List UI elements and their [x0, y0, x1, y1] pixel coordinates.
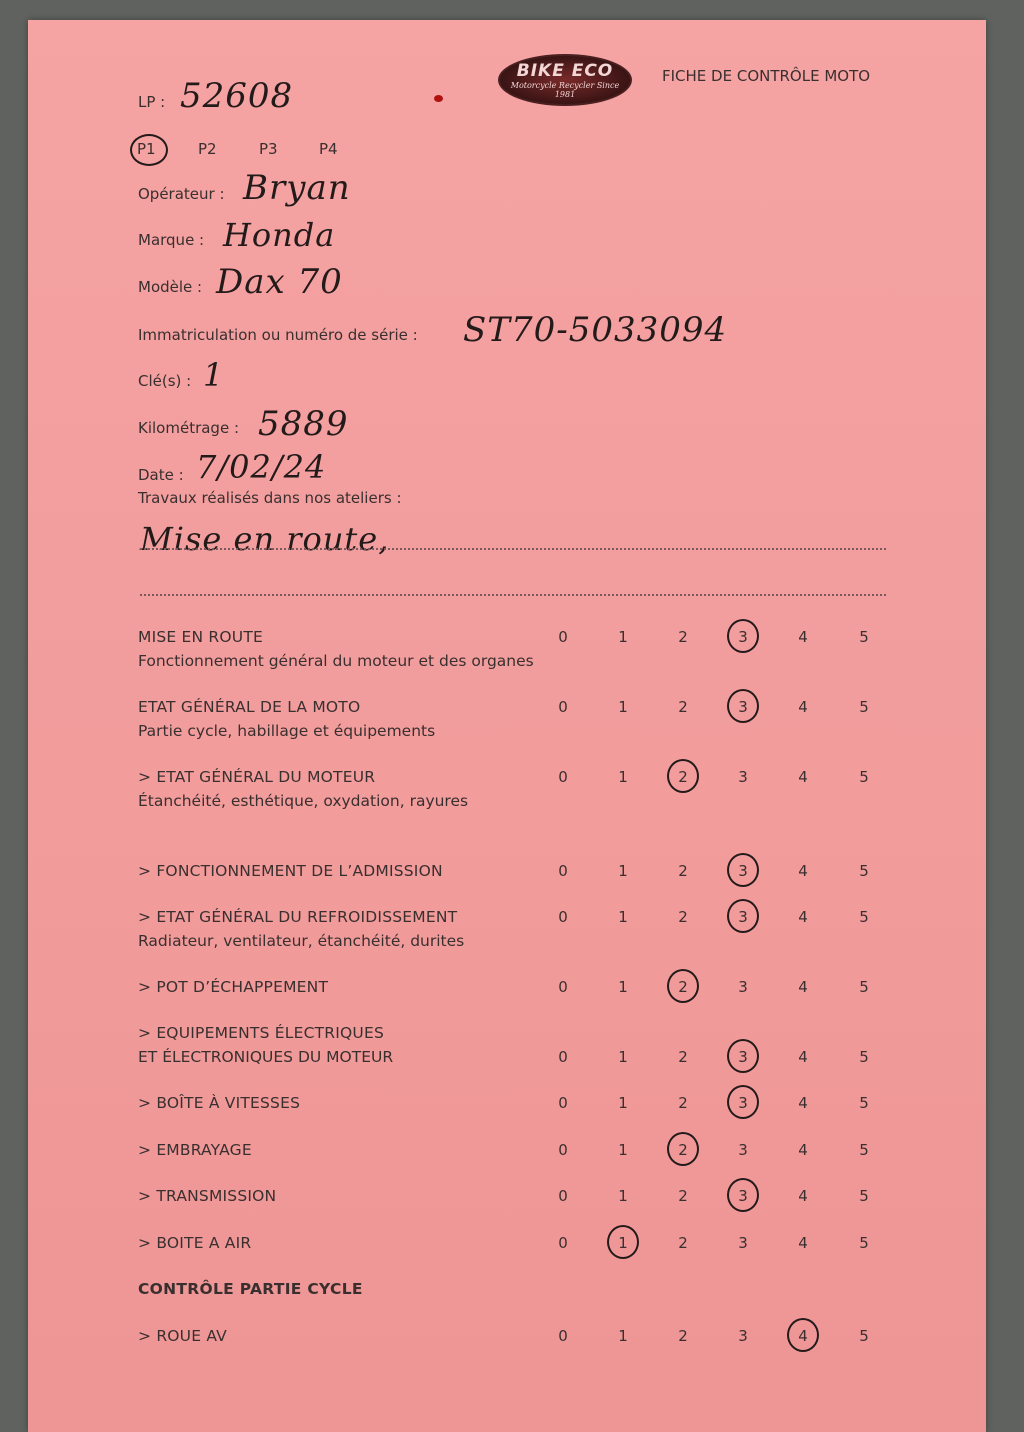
- score-option-0[interactable]: 0: [558, 698, 568, 716]
- score-option-3[interactable]: 3: [738, 628, 748, 646]
- date-value[interactable]: 7/02/24: [196, 448, 327, 486]
- score-option-5[interactable]: 5: [859, 1187, 869, 1205]
- score-option-2[interactable]: 2: [678, 908, 688, 926]
- criterion-title: > EQUIPEMENTS ÉLECTRIQUES: [138, 1024, 384, 1042]
- score-option-3[interactable]: 3: [738, 908, 748, 926]
- score-selected-circle: [667, 759, 699, 793]
- criterion-title: > TRANSMISSION: [138, 1187, 277, 1205]
- score-option-3[interactable]: 3: [738, 1048, 748, 1066]
- score-option-2[interactable]: 2: [678, 698, 688, 716]
- score-option-4[interactable]: 4: [798, 698, 808, 716]
- score-option-3[interactable]: 3: [738, 1187, 748, 1205]
- score-option-3[interactable]: 3: [738, 768, 748, 786]
- criterion-title: > ETAT GÉNÉRAL DU REFROIDISSEMENT: [138, 908, 458, 926]
- criterion-subtitle: Radiateur, ventilateur, étanchéité, durites: [138, 932, 465, 950]
- score-option-4[interactable]: 4: [798, 1327, 808, 1345]
- score-option-1[interactable]: 1: [618, 1187, 628, 1205]
- criterion-title: MISE EN ROUTE: [138, 628, 263, 646]
- km-label: Kilométrage :: [138, 419, 240, 437]
- criterion-title: > POT D’ÉCHAPPEMENT: [138, 978, 329, 996]
- score-selected-circle: [667, 969, 699, 1003]
- score-option-5[interactable]: 5: [859, 768, 869, 786]
- criterion-title: > ETAT GÉNÉRAL DU MOTEUR: [138, 768, 376, 786]
- operateur-label: Opérateur :: [138, 185, 225, 203]
- score-selected-circle: [727, 1039, 759, 1073]
- score-option-0[interactable]: 0: [558, 628, 568, 646]
- score-option-1[interactable]: 1: [618, 862, 628, 880]
- marque-value[interactable]: Honda: [223, 216, 336, 254]
- lp-label: LP :: [138, 93, 166, 111]
- score-option-1[interactable]: 1: [618, 908, 628, 926]
- score-option-4[interactable]: 4: [798, 978, 808, 996]
- score-option-2[interactable]: 2: [678, 1048, 688, 1066]
- score-option-1[interactable]: 1: [618, 1094, 628, 1112]
- score-option-5[interactable]: 5: [859, 628, 869, 646]
- date-label: Date :: [138, 466, 184, 484]
- score-selected-circle: [727, 1178, 759, 1212]
- score-selected-circle: [727, 853, 759, 887]
- score-option-1[interactable]: 1: [618, 628, 628, 646]
- score-option-5[interactable]: 5: [859, 908, 869, 926]
- score-option-2[interactable]: 2: [678, 1327, 688, 1345]
- score-option-1[interactable]: 1: [618, 1048, 628, 1066]
- travaux-line-1: [140, 548, 886, 550]
- score-option-2[interactable]: 2: [678, 768, 688, 786]
- modele-label: Modèle :: [138, 278, 203, 296]
- option-p2[interactable]: P2: [198, 140, 217, 158]
- travaux-value[interactable]: Mise en route,: [140, 520, 390, 558]
- score-option-3[interactable]: 3: [738, 978, 748, 996]
- score-option-4[interactable]: 4: [798, 768, 808, 786]
- marque-label: Marque :: [138, 231, 205, 249]
- score-option-2[interactable]: 2: [678, 1187, 688, 1205]
- score-option-0[interactable]: 0: [558, 1094, 568, 1112]
- option-p4[interactable]: P4: [319, 140, 338, 158]
- score-option-5[interactable]: 5: [859, 862, 869, 880]
- score-option-5[interactable]: 5: [859, 1327, 869, 1345]
- score-option-3[interactable]: 3: [738, 1234, 748, 1252]
- travaux-line-2: [140, 594, 886, 596]
- criterion-title: > BOITE A AIR: [138, 1234, 252, 1252]
- score-option-3[interactable]: 3: [738, 862, 748, 880]
- score-option-0[interactable]: 0: [558, 862, 568, 880]
- logo-brand: BIKE ECO: [516, 61, 614, 81]
- criterion-title: > ROUE AV: [138, 1327, 227, 1345]
- criterion-subtitle: Fonctionnement général du moteur et des organes: [138, 652, 534, 670]
- score-option-3[interactable]: 3: [738, 1141, 748, 1159]
- modele-value[interactable]: Dax 70: [216, 262, 343, 302]
- score-option-4[interactable]: 4: [798, 1094, 808, 1112]
- cycle-section-title: CONTRÔLE PARTIE CYCLE: [138, 1280, 363, 1298]
- score-option-5[interactable]: 5: [859, 1234, 869, 1252]
- score-option-4[interactable]: 4: [798, 862, 808, 880]
- option-p1[interactable]: P1: [137, 140, 156, 158]
- score-option-3[interactable]: 3: [738, 1327, 748, 1345]
- score-selected-circle: [607, 1225, 639, 1259]
- score-selected-circle: [727, 619, 759, 653]
- score-option-5[interactable]: 5: [859, 978, 869, 996]
- score-option-2[interactable]: 2: [678, 1094, 688, 1112]
- score-option-2[interactable]: 2: [678, 1141, 688, 1159]
- score-option-4[interactable]: 4: [798, 1187, 808, 1205]
- score-option-0[interactable]: 0: [558, 1234, 568, 1252]
- sheet-title: FICHE DE CONTRÔLE MOTO: [662, 67, 871, 85]
- score-option-5[interactable]: 5: [859, 1048, 869, 1066]
- criterion-title: > FONCTIONNEMENT DE L’ADMISSION: [138, 862, 443, 880]
- bike-eco-logo: [498, 54, 632, 106]
- score-option-0[interactable]: 0: [558, 1187, 568, 1205]
- score-option-0[interactable]: 0: [558, 1327, 568, 1345]
- score-option-5[interactable]: 5: [859, 1141, 869, 1159]
- score-selected-circle: [727, 1085, 759, 1119]
- score-selected-circle: [787, 1318, 819, 1352]
- score-option-4[interactable]: 4: [798, 1234, 808, 1252]
- score-option-5[interactable]: 5: [859, 698, 869, 716]
- score-option-0[interactable]: 0: [558, 1141, 568, 1159]
- score-option-2[interactable]: 2: [678, 978, 688, 996]
- criterion-title: > BOÎTE À VITESSES: [138, 1094, 301, 1112]
- score-option-4[interactable]: 4: [798, 908, 808, 926]
- score-option-1[interactable]: 1: [618, 698, 628, 716]
- score-option-0[interactable]: 0: [558, 768, 568, 786]
- score-option-1[interactable]: 1: [618, 1141, 628, 1159]
- cles-value[interactable]: 1: [203, 356, 225, 394]
- lp-value[interactable]: 52608: [180, 76, 294, 116]
- score-selected-circle: [667, 1132, 699, 1166]
- score-option-5[interactable]: 5: [859, 1094, 869, 1112]
- score-option-3[interactable]: 3: [738, 698, 748, 716]
- score-option-4[interactable]: 4: [798, 1141, 808, 1159]
- ink-dot: [434, 95, 443, 102]
- criterion-title: > EMBRAYAGE: [138, 1141, 252, 1159]
- score-option-1[interactable]: 1: [618, 978, 628, 996]
- score-selected-circle: [727, 899, 759, 933]
- score-option-1[interactable]: 1: [618, 1234, 628, 1252]
- operateur-value[interactable]: Bryan: [243, 168, 351, 208]
- logo-tagline: Motorcycle Recycler Since 1981: [510, 81, 620, 99]
- score-option-0[interactable]: 0: [558, 978, 568, 996]
- score-option-3[interactable]: 3: [738, 1094, 748, 1112]
- score-selected-circle: [727, 689, 759, 723]
- score-option-2[interactable]: 2: [678, 1234, 688, 1252]
- score-option-0[interactable]: 0: [558, 1048, 568, 1066]
- criterion-subtitle: Étanchéité, esthétique, oxydation, rayures: [138, 792, 469, 810]
- cles-label: Clé(s) :: [138, 372, 192, 390]
- travaux-label: Travaux réalisés dans nos ateliers :: [138, 489, 402, 507]
- control-sheet: [28, 20, 986, 1432]
- criterion-title: ETAT GÉNÉRAL DE LA MOTO: [138, 698, 361, 716]
- score-option-2[interactable]: 2: [678, 862, 688, 880]
- score-option-4[interactable]: 4: [798, 1048, 808, 1066]
- criterion-subtitle: ET ÉLECTRONIQUES DU MOTEUR: [138, 1048, 394, 1066]
- criterion-subtitle: Partie cycle, habillage et équipements: [138, 722, 436, 740]
- immat-value[interactable]: ST70-5033094: [463, 310, 728, 350]
- score-option-1[interactable]: 1: [618, 768, 628, 786]
- option-p3[interactable]: P3: [259, 140, 278, 158]
- score-option-2[interactable]: 2: [678, 628, 688, 646]
- km-value[interactable]: 5889: [258, 404, 349, 444]
- immat-label: Immatriculation ou numéro de série :: [138, 326, 418, 344]
- score-option-1[interactable]: 1: [618, 1327, 628, 1345]
- score-option-0[interactable]: 0: [558, 908, 568, 926]
- score-option-4[interactable]: 4: [798, 628, 808, 646]
